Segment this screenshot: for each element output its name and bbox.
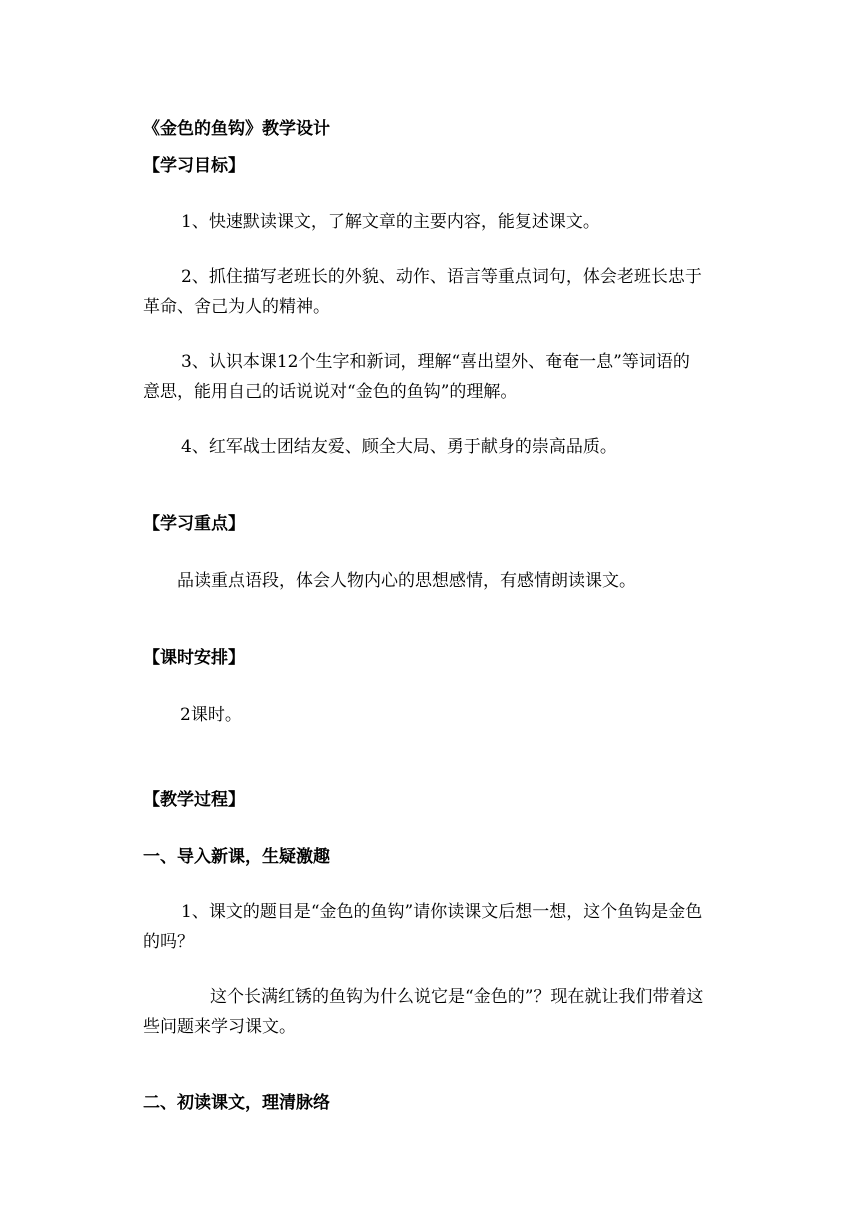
schedule-heading: 【课时安排】 — [143, 648, 245, 668]
goal-2-line-2: 革命、舍己为人的精神。 — [143, 297, 330, 317]
part-1-item-2-line-1: 这个长满红锈的鱼钩为什么说它是“金色的”？现在就让我们带着这 — [210, 987, 704, 1007]
key-points-text: 品读重点语段，体会人物内心的思想感情，有感情朗读课文。 — [177, 571, 636, 591]
process-heading: 【教学过程】 — [143, 790, 245, 810]
goal-4: 4、红军战士团结友爱、顾全大局、勇于献身的崇高品质。 — [181, 437, 617, 457]
goals-heading: 【学习目标】 — [143, 156, 245, 176]
goal-3-line-1: 3、认识本课12个生字和新词，理解“喜出望外、奄奄一息”等词语的 — [181, 352, 690, 372]
document-title: 《金色的鱼钩》教学设计 — [143, 119, 330, 139]
schedule-text: 2课时。 — [180, 705, 242, 725]
part-1-heading: 一、导入新课，生疑激趣 — [143, 847, 330, 867]
goal-2-line-1: 2、抓住描写老班长的外貌、动作、语言等重点词句，体会老班长忠于 — [181, 267, 702, 287]
part-1-item-1-line-2: 的吗？ — [143, 932, 194, 952]
part-1-item-1-line-1: 1、课文的题目是“金色的鱼钩”请你读课文后想一想，这个鱼钩是金色 — [181, 902, 703, 922]
goal-1: 1、快速默读课文，了解文章的主要内容，能复述课文。 — [181, 212, 600, 232]
part-2-heading: 二、初读课文，理清脉络 — [143, 1093, 330, 1113]
part-1-item-2-line-2: 些问题来学习课文。 — [143, 1017, 296, 1037]
key-points-heading: 【学习重点】 — [143, 514, 245, 534]
goal-3-line-2: 意思，能用自己的话说说对“金色的鱼钩”的理解。 — [143, 382, 518, 402]
